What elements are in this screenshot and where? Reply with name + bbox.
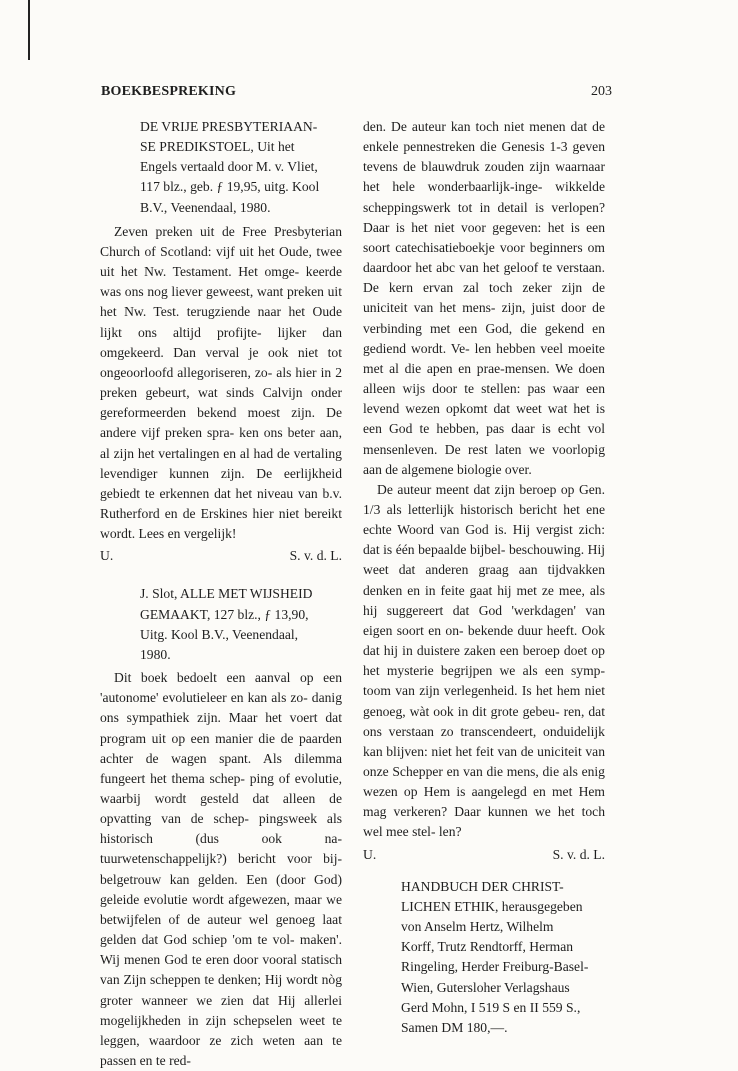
review2-body-right-1: den. De auteur kan toch niet menen dat de enkele pennestreken die Genesis 1-3 geven tevens de blauwdruk zouden zijn waarnaar het hele wonderbaarlijk-inge- wikkelde scheppingswerk tot in detail is verlopen? Daar is het niet voor gegeven: het is een soort catechisatieboekje voor beginners om daardoor het abc van het geloof te verstaan. De kern ervan zal toch zeker zijn de uniciteit van het mens- zijn, juist door de verbinding met een God, die gekend en gediend wordt. Ve- len hebben veel moeite met al die apen en prae-mensen. We doen alleen wijs door te stellen: pas waar een levend wezen opkomt dat weet wat het is een God te hebben, pas daar is echt vol mensenleven. De rest laten we voorlopig aan de algemene biologie over. bbox=[363, 119, 605, 477]
reviewer-name: S. v. d. L. bbox=[289, 548, 342, 564]
review3-heading: HANDBUCH DER CHRIST- LICHEN ETHIK, herausgegeben von Anselm Hertz, Wilhelm Korff, Trutz Rendtorff, Herman Ringeling, Herder Freiburg-Basel- Wien, Gutersloher Verlagshaus Gerd Mohn, I 519 S en II 559 S., Samen DM 180,—. bbox=[401, 878, 589, 1035]
review1-signature bbox=[100, 546, 342, 566]
review1-body: Zeven preken uit de Free Presbyterian Church of Scotland: vijf uit het Oude, twee uit het Nw. Testament. Het omge- keerde was ons nog liever geweest, want preken uit het Nw. Test. terugziende naar het Oude lijkt ons altijd profijte- lijker dan omgekeerd. Dan verval je ook niet tot ongeoorloofd allegoriseren, zo- als hier in 2 preken gebeurt, wat sinds Calvijn onder gereformeerden bekend moest zijn. De andere vijf preken spra- ken ons beter aan, al zijn het vertalingen en al had de vertaling levendiger kunnen zijn. De eerlijkheid gebiedt te erkennen dat het niveau van b.v. Rutherford en de Erskines hier niet bereikt wordt. Lees en vergelijk! bbox=[100, 223, 343, 542]
review1-heading: DE VRIJE PRESBYTERIAAN- SE PREDIKSTOEL, Uit het Engels vertaald door M. v. Vliet, 117 blz., geb. ƒ 19,95, uitg. Kool B.V., Veenendaal, 1980. bbox=[140, 119, 320, 215]
running-head: BOEKBESPREKING bbox=[101, 84, 237, 99]
review2-signature bbox=[363, 845, 605, 865]
page-number: 203 bbox=[591, 84, 612, 99]
review2-heading: J. Slot, ALLE MET WIJSHEID GEMAAKT, 127 blz., ƒ 13,90, Uitg. Kool B.V., Veenendaal, 1980. bbox=[140, 586, 313, 662]
review2-body-right-2: De auteur meent dat zijn beroep op Gen. 1/3 als letterlijk historisch bericht het ene echte Woord van God is. Hij vergist zich: dat is één bepaalde bijbel- beschouwing. Hij weet dat anderen graag aan tijdvakken denken en in feite gaat hij met ze mee, als hij suggereert dat God 'werkdagen' van eigen soort en on- bekende duur heeft. Ook dat hij in duistere zaken een beroep doet op het mysterie begrijpen we als een symp- toom van zijn verlegenheid. Is het hem niet genoeg, wàt ook in dit grote gebeu- ren, dat ons verstaan zo transcendeert, onduidelijk kan blijven: niet het feit van de uniciteit van onze Schepper en van die mens, die als enig wezen op Hem is aangelegd en met Hem mag verkeren? Daar kunnen we het toch wel mee stel- len? bbox=[363, 481, 606, 840]
right-column bbox=[363, 117, 605, 1038]
left-column bbox=[100, 117, 342, 1071]
reviewer-initial: U. bbox=[363, 846, 377, 862]
reviewer-initial: U. bbox=[100, 548, 114, 564]
binding-margin-line bbox=[28, 0, 30, 60]
review2-body-left: Dit boek bedoelt een aanval op een 'autonome' evolutieleer en kan als zo- danig ons sympathiek zijn. Maar het voert dat program uit op een manier die de paarden achter de wagen spant. Als dilemma fungeert het thema schep- ping of evolutie, waarbij wordt gesteld dat alleen de opvatting van de schep- pingsweek als historisch (dus ook na- tuurwetenschappelijk?) bericht voor bij- belgetrouw kan gelden. Een (door God) geleide evolutie wordt afgewezen, maar we betwijfelen of de auteur wel genoeg laat gelden dat God schiep 'om te vol- maken'. Wij menen God te eren door vooral statisch van Zijn scheppen te denken; Hij wordt nòg groter wanneer we zien dat Hij allerlei mogelijkheden in zijn schepselen weet te leggen, waardoor ze zich weten aan te passen en te red- bbox=[100, 670, 343, 1069]
reviewer-name: S. v. d. L. bbox=[552, 846, 605, 862]
